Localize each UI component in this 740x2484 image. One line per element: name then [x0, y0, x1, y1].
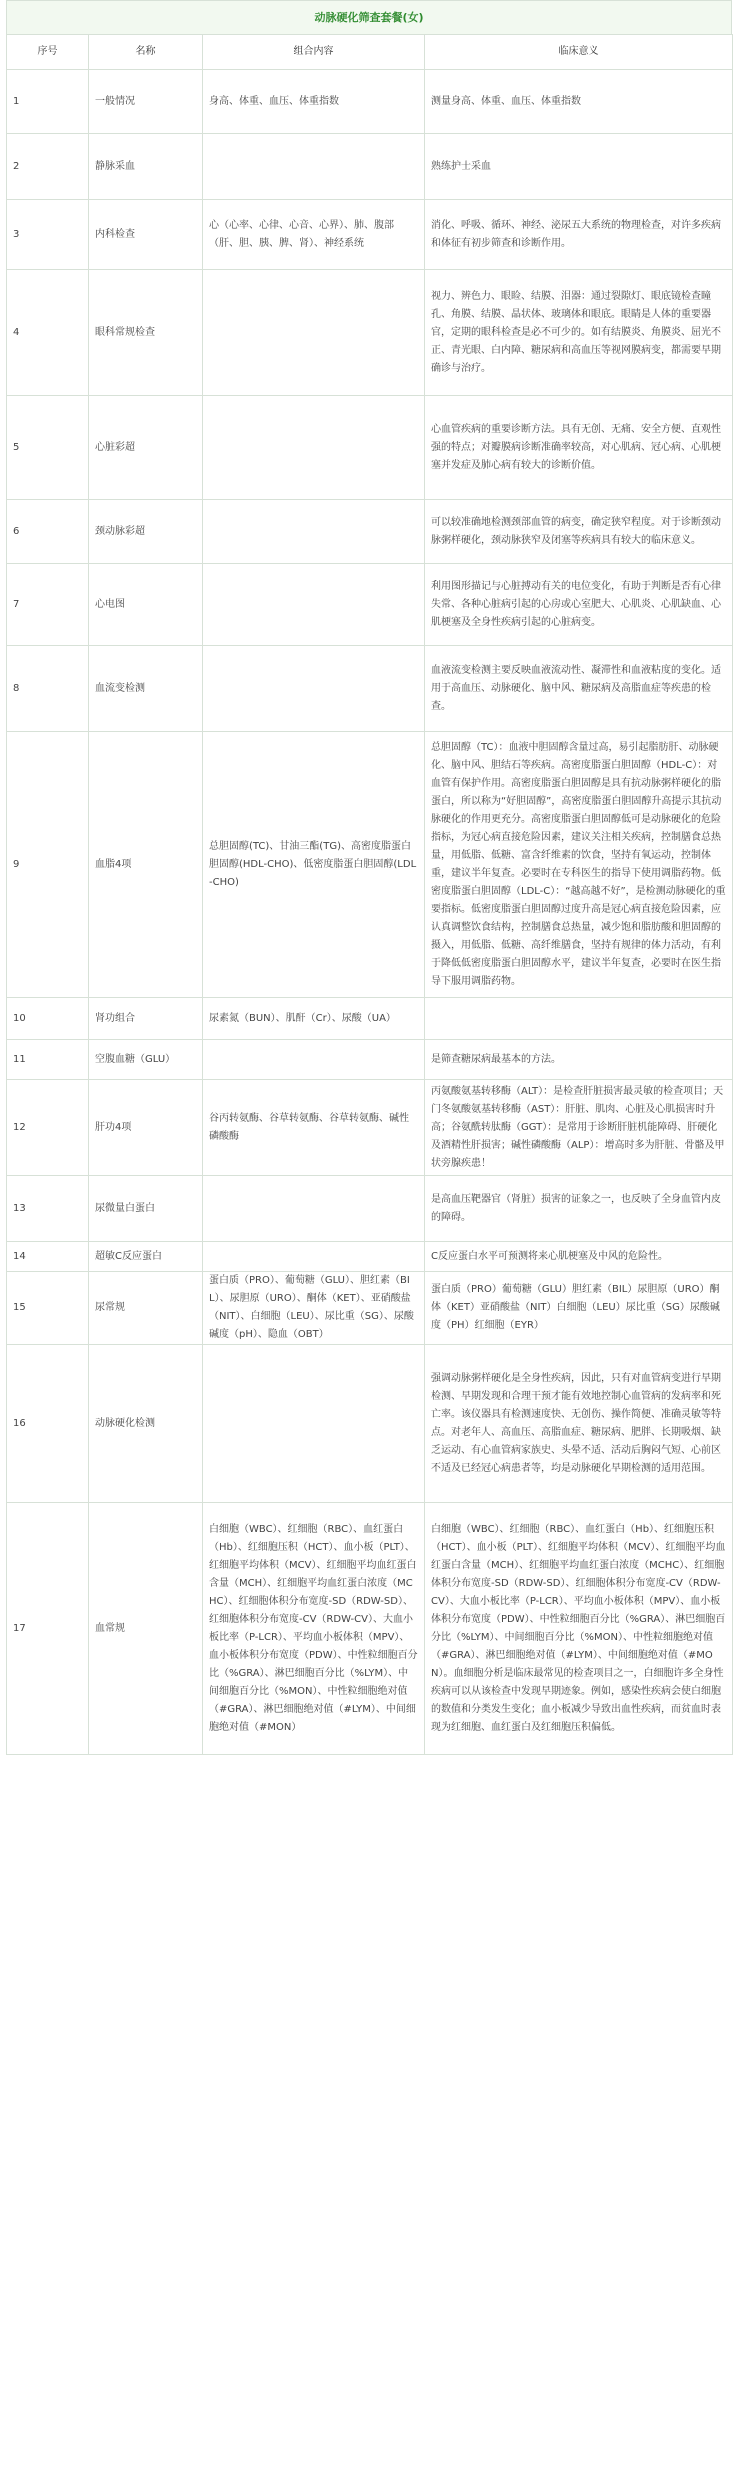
row-clinical-significance: 测量身高、体重、血压、体重指数 — [425, 70, 733, 134]
row-components — [203, 1242, 425, 1272]
row-clinical-significance: 视力、辨色力、眼睑、结膜、泪器：通过裂隙灯、眼底镜检查瞳孔、角膜、结膜、晶状体、玻璃体和眼底。眼睛是人体的重要器官，定期的眼科检查是必不可少的。如有结膜炎、角膜炎、屈光不正、青光眼、白内障、糖尿病和高血压等视网膜病变，都需要早期确诊与治疗。 — [425, 270, 733, 396]
row-clinical-significance: 消化、呼吸、循环、神经、泌尿五大系统的物理检查，对许多疾病和体征有初步筛查和诊断作用。 — [425, 200, 733, 270]
table-row — [7, 646, 733, 732]
row-components: 心（心率、心律、心音、心界）、肺、腹部（肝、胆、胰、脾、肾）、神经系统 — [203, 200, 425, 270]
row-clinical-significance: 丙氨酸氨基转移酶（ALT）：是检查肝脏损害最灵敏的检查项目；天门冬氨酸氨基转移酶（AST）：肝脏、肌肉、心脏及心肌损害时升高；谷氨酰转肽酶（GGT）：是常用于诊断肝脏机能障碍、肝硬化及酒精性肝损害；碱性磷酸酶（ALP）：增高时多为肝脏、骨骼及甲状旁腺疾患！ — [425, 1080, 733, 1176]
table-row — [7, 134, 733, 200]
row-number: 1 — [7, 70, 89, 134]
row-clinical-significance: C反应蛋白水平可预测将来心肌梗塞及中风的危险性。 — [425, 1242, 733, 1272]
row-components: 身高、体重、血压、体重指数 — [203, 70, 425, 134]
table-row — [7, 1040, 733, 1080]
row-clinical-significance: 总胆固醇（TC）：血液中胆固醇含量过高，易引起脂肪肝、动脉硬化、脑中风、胆结石等疾病。高密度脂蛋白胆固醇（HDL-C）：对血管有保护作用。高密度脂蛋白胆固醇是具有抗动脉粥样硬化的脂蛋白，所以称为“好胆固醇”，高密度脂蛋白胆固醇升高提示其抗动脉硬化的作用更充分。高密度脂蛋白胆固醇低可是动脉硬化的危险指标，为冠心病直接危险因素，建议关注相关疾病，控制膳食总热量，用低脂、低糖、富含纤维素的饮食，坚持有氧运动，控制体重，建议半年复查。必要时在专科医生的指导下使用调脂药物。低密度脂蛋白胆固醇（LDL-C）：“越高越不好”，是检测动脉硬化的重要指标。低密度脂蛋白胆固醇过度升高是冠心病直接危险因素，应认真调整饮食结构，控制膳食总热量，减少饱和脂肪酸和胆固醇的摄入，用低脂、低糖、高纤维膳食，坚持有规律的体力活动，有利于降低低密度脂蛋白胆固醇水平，建议半年复查，必要时在医生指导下服用调脂药物。 — [425, 732, 733, 998]
row-number: 6 — [7, 500, 89, 564]
row-number: 8 — [7, 646, 89, 732]
header-name: 名称 — [89, 35, 203, 70]
row-clinical-significance — [425, 998, 733, 1040]
row-components — [203, 134, 425, 200]
row-number: 12 — [7, 1080, 89, 1176]
table-row — [7, 70, 733, 134]
row-components — [203, 564, 425, 646]
row-clinical-significance: 血液流变检测主要反映血液流动性、凝滞性和血液粘度的变化。适用于高血压、动脉硬化、脑中风、糖尿病及高脂血症等疾患的检查。 — [425, 646, 733, 732]
row-number: 13 — [7, 1176, 89, 1242]
row-item-name: 血流变检测 — [89, 646, 203, 732]
table-row — [7, 200, 733, 270]
row-components — [203, 500, 425, 564]
row-number: 14 — [7, 1242, 89, 1272]
row-item-name: 尿微量白蛋白 — [89, 1176, 203, 1242]
row-number: 10 — [7, 998, 89, 1040]
row-number: 4 — [7, 270, 89, 396]
row-clinical-significance: 心血管疾病的重要诊断方法。具有无创、无痛、安全方便、直观性强的特点；对瓣膜病诊断准确率较高，对心肌病、冠心病、心肌梗塞并发症及肺心病有较大的诊断价值。 — [425, 396, 733, 500]
row-item-name: 超敏C反应蛋白 — [89, 1242, 203, 1272]
row-components — [203, 1040, 425, 1080]
row-clinical-significance: 蛋白质（PRO）葡萄糖（GLU）胆红素（BIL）尿胆原（URO）酮体（KET）亚硝酸盐（NIT）白细胞（LEU）尿比重（SG）尿酸碱度（PH）红细胞（EYR） — [425, 1272, 733, 1345]
row-components: 谷丙转氨酶、谷草转氨酶、谷草转氨酶、碱性磷酸酶 — [203, 1080, 425, 1176]
row-item-name: 尿常规 — [89, 1272, 203, 1345]
table-row — [7, 270, 733, 396]
row-components — [203, 1345, 425, 1503]
row-components: 总胆固醇(TC)、甘油三酯(TG)、高密度脂蛋白胆固醇(HDL-CHO)、低密度脂蛋白胆固醇(LDL-CHO) — [203, 732, 425, 998]
header-row — [7, 35, 733, 70]
row-item-name: 眼科常规检查 — [89, 270, 203, 396]
table-row — [7, 1503, 733, 1755]
row-item-name: 心脏彩超 — [89, 396, 203, 500]
table-row — [7, 1176, 733, 1242]
header-significance: 临床意义 — [425, 35, 733, 70]
row-number: 3 — [7, 200, 89, 270]
row-item-name: 血脂4项 — [89, 732, 203, 998]
row-components — [203, 270, 425, 396]
table-row — [7, 1345, 733, 1503]
row-components: 蛋白质（PRO）、葡萄糖（GLU）、胆红素（BIL）、尿胆原（URO）、酮体（KET）、亚硝酸盐（NIT）、白细胞（LEU）、尿比重（SG）、尿酸碱度（pH）、隐血（OBT） — [203, 1272, 425, 1345]
table-row — [7, 1272, 733, 1345]
row-clinical-significance: 白细胞（WBC）、红细胞（RBC）、血红蛋白（Hb）、红细胞压积（HCT）、血小板（PLT）、红细胞平均体积（MCV）、红细胞平均血红蛋白含量（MCH）、红细胞平均血红蛋白浓度（MCHC）、红细胞体积分布宽度-SD（RDW-SD）、红细胞体积分布宽度-CV（RDW-CV）、大血小板比率（P-LCR）、平均血小板体积（MPV）、血小板体积分布宽度（PDW）、中性粒细胞百分比（%GRA）、淋巴细胞百分比（%LYM）、中间细胞百分比（%MON）、中性粒细胞绝对值（#GRA）、淋巴细胞绝对值（#LYM）、中间细胞绝对值（#MON）。血细胞分析是临床最常见的检查项目之一，白细胞许多全身性疾病可以从该检查中发现早期迹象。例如，感染性疾病会使白细胞的数值和分类发生变化；血小板减少导致出血性疾病，而贫血时表现为红细胞、血红蛋白及红细胞压积偏低。 — [425, 1503, 733, 1755]
row-clinical-significance: 强调动脉粥样硬化是全身性疾病，因此，只有对血管病变进行早期检测、早期发现和合理干预才能有效地控制心血管病的发病率和死亡率。该仪器具有检测速度快、无创伤、操作简便、准确灵敏等特点。对老年人、高血压、高脂血症、糖尿病、肥胖、长期吸烟、缺乏运动、有心血管病家族史、头晕不适、活动后胸闷气短、心前区不适及已经冠心病患者等，均是动脉硬化早期检测的适用范围。 — [425, 1345, 733, 1503]
row-item-name: 血常规 — [89, 1503, 203, 1755]
row-components: 尿素氮（BUN）、肌酐（Cr）、尿酸（UA） — [203, 998, 425, 1040]
row-number: 7 — [7, 564, 89, 646]
row-number: 11 — [7, 1040, 89, 1080]
row-number: 2 — [7, 134, 89, 200]
row-clinical-significance: 是高血压靶器官（肾脏）损害的证象之一，也反映了全身血管内皮的障碍。 — [425, 1176, 733, 1242]
row-item-name: 空腹血糖（GLU） — [89, 1040, 203, 1080]
row-components — [203, 646, 425, 732]
row-item-name: 动脉硬化检测 — [89, 1345, 203, 1503]
table-row — [7, 396, 733, 500]
row-item-name: 心电图 — [89, 564, 203, 646]
row-number: 16 — [7, 1345, 89, 1503]
row-clinical-significance: 可以较准确地检测颈部血管的病变，确定狭窄程度。对于诊断颈动脉粥样硬化，颈动脉狭窄及闭塞等疾病具有较大的临床意义。 — [425, 500, 733, 564]
row-number: 9 — [7, 732, 89, 998]
row-clinical-significance: 是筛查糖尿病最基本的方法。 — [425, 1040, 733, 1080]
row-components: 白细胞（WBC）、红细胞（RBC）、血红蛋白（Hb）、红细胞压积（HCT）、血小板（PLT）、红细胞平均体积（MCV）、红细胞平均血红蛋白含量（MCH）、红细胞平均血红蛋白浓度（MCHC）、红细胞体积分布宽度-SD（RDW-SD）、红细胞体积分布宽度-CV（RDW-CV）、大血小板比率（P-LCR）、平均血小板体积（MPV）、血小板体积分布宽度（PDW）、中性粒细胞百分比（%GRA）、淋巴细胞百分比（%LYM）、中间细胞百分比（%MON）、中性粒细胞绝对值（#GRA）、淋巴细胞绝对值（#LYM）、中间细胞绝对值（#MON） — [203, 1503, 425, 1755]
row-item-name: 肾功组合 — [89, 998, 203, 1040]
row-components — [203, 1176, 425, 1242]
row-item-name: 内科检查 — [89, 200, 203, 270]
table-row — [7, 732, 733, 998]
table-row — [7, 1080, 733, 1176]
row-components — [203, 396, 425, 500]
row-clinical-significance: 利用图形描记与心脏搏动有关的电位变化，有助于判断是否有心律失常、各种心脏病引起的心房或心室肥大、心肌炎、心肌缺血、心肌梗塞及全身性疾病引起的心脏病变。 — [425, 564, 733, 646]
row-number: 5 — [7, 396, 89, 500]
row-number: 17 — [7, 1503, 89, 1755]
row-item-name: 颈动脉彩超 — [89, 500, 203, 564]
row-item-name: 静脉采血 — [89, 134, 203, 200]
header-items: 组合内容 — [203, 35, 425, 70]
table-row — [7, 1242, 733, 1272]
table-row — [7, 564, 733, 646]
row-item-name: 肝功4项 — [89, 1080, 203, 1176]
row-number: 15 — [7, 1272, 89, 1345]
screening-package-table — [6, 34, 733, 1755]
table-row — [7, 998, 733, 1040]
header-no: 序号 — [7, 35, 89, 70]
table-row — [7, 500, 733, 564]
row-clinical-significance: 熟练护士采血 — [425, 134, 733, 200]
row-item-name: 一般情况 — [89, 70, 203, 134]
table-title: 动脉硬化筛查套餐(女) — [6, 0, 732, 35]
